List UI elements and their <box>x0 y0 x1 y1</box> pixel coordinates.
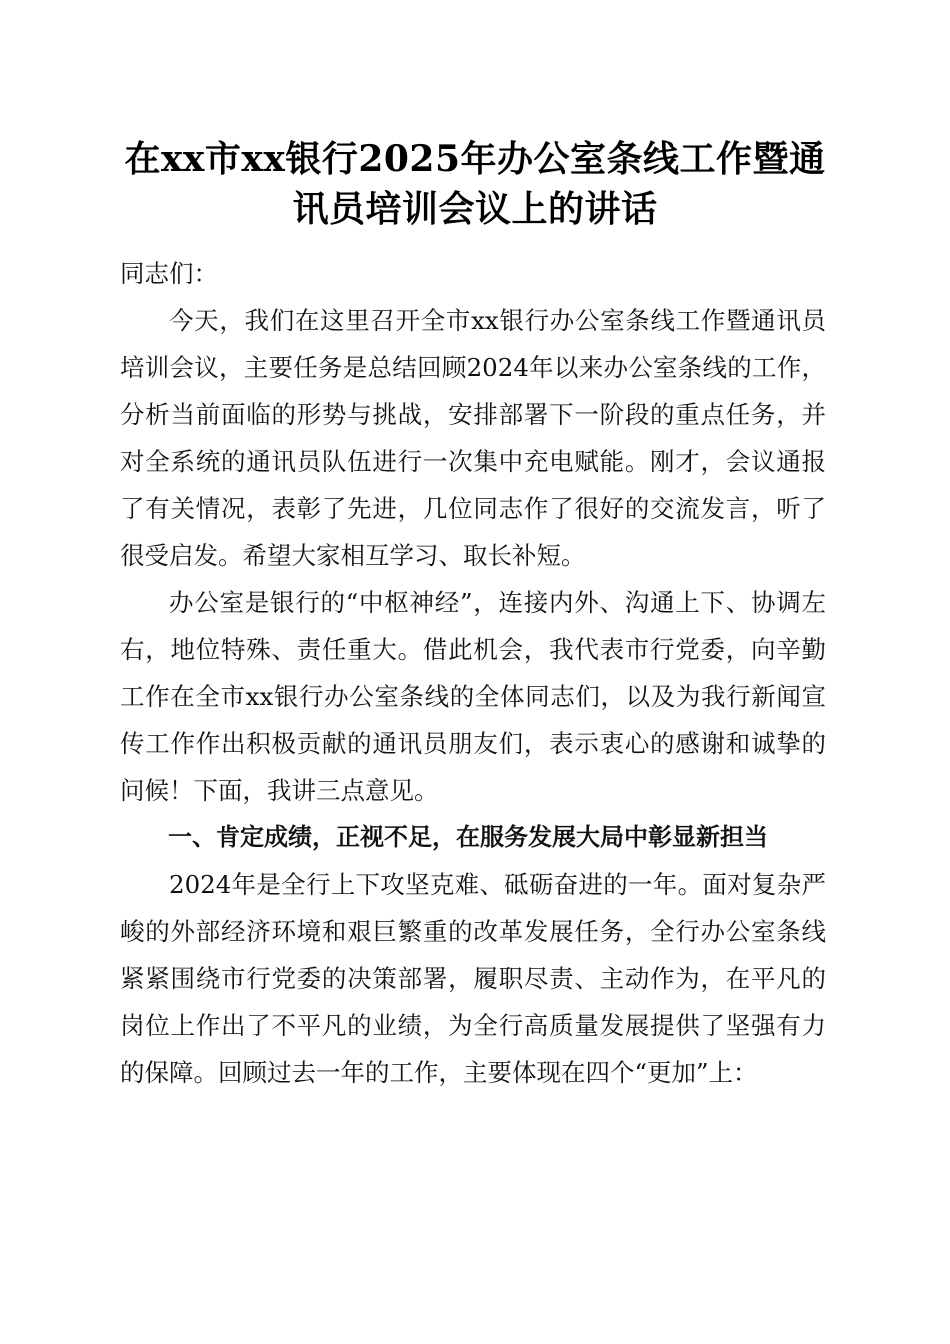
paragraph-section-one: 2024年是全行上下攻坚克难、砥砺奋进的一年。面对复杂严峻的外部经济环境和艰巨繁重的改革发展任务，全行办公室条线紧紧围绕市行党委的决策部署，履职尽责、主动作为，在平凡的岗位上作出了不平凡的业绩，为全行高质量发展提供了坚强有力的保障。回顾过去一年的工作，主要体现在四个“更加”上： <box>120 870 826 1087</box>
document-title <box>100 134 850 234</box>
title-line-2: 讯员培训会议上的讲话 <box>292 188 658 230</box>
section-heading: 一、肯定成绩，正视不足，在服务发展大局中彰显新担当 <box>168 823 768 851</box>
salutation: 同志们： <box>120 259 218 288</box>
title-line-1: 在xx市xx银行2025年办公室条线工作暨通 <box>124 138 826 180</box>
document-body <box>120 250 826 1096</box>
paragraph-opening: 今天，我们在这里召开全市xx银行办公室条线工作暨通讯员培训会议，主要任务是总结回顾2024年以来办公室条线的工作，分析当前面临的形势与挑战，安排部署下一阶段的重点任务，并对全系统的通讯员队伍进行一次集中充电赋能。刚才，会议通报了有关情况，表彰了先进，几位同志作了很好的交流发言，听了很受启发。希望大家相互学习、取长补短。 <box>120 306 826 570</box>
paragraph-office-role: 办公室是银行的“中枢神经”，连接内外、沟通上下、协调左右，地位特殊、责任重大。借此机会，我代表市行党委，向辛勤工作在全市xx银行办公室条线的全体同志们，以及为我行新闻宣传工作作出积极贡献的通讯员朋友们，表示衷心的感谢和诚挚的问候！下面，我讲三点意见。 <box>120 588 826 805</box>
